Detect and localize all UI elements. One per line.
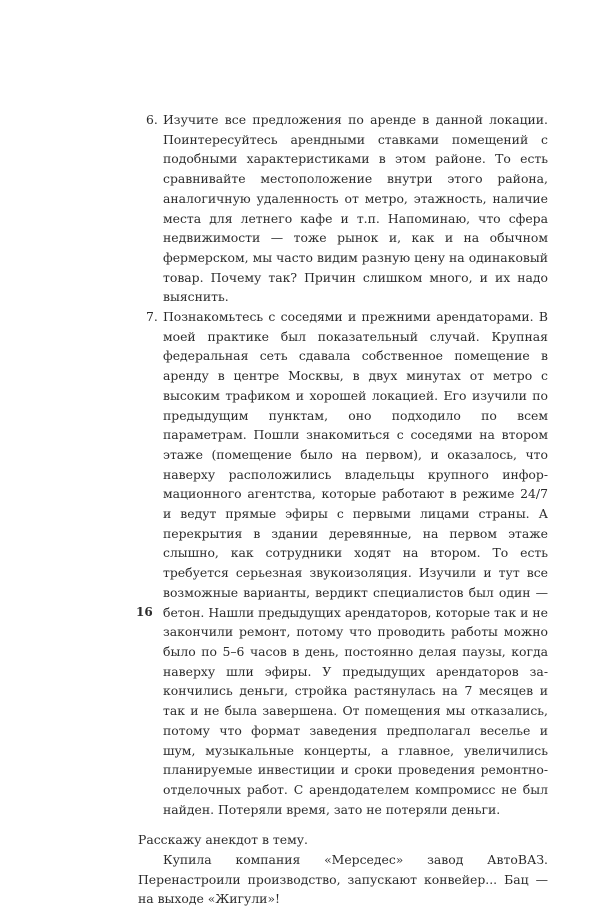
text-column — [138, 110, 548, 909]
list-item-text: Изучите все предложения по аренде в данной локации. Поинтересуйтесь арендными ставками помещений с подобными характеристиками в этом районе. То есть сравнивайте местоположение внутри этого района, аналогичную удаленность от метро, этажность, наличие места для летнего кафе и т.п. Напоминаю, что сфера недвижимости — тоже рынок и, как и на обычном фермерском, мы часто видим разную цену на одинаковый товар. Почему так? Причин слишком много, и их надо выяснить. — [163, 112, 548, 305]
page-number: 16 — [136, 605, 153, 619]
list-item-6 — [138, 110, 548, 307]
anecdote-text: Купила компания «Мерседес» завод АвтоВАЗ. Перенастроили производство, запускают конвейер... Бац — на выходе «Жигули»! — [138, 852, 548, 907]
list-item-7 — [138, 307, 548, 819]
list-number: 6. — [146, 112, 158, 127]
list-number: 7. — [146, 309, 158, 325]
list-item-text: Познакомьтесь с соседями и прежними арендаторами. В моей практике был показательный случай. Крупная федеральная сеть сдавала собственное помещение в аренду в центре Москвы, в двух минутах от метро с высоким трафиком и хорошей локацией. Его изучили по предыдущим пунктам, оно подходило по всем параметрам. Пошли знакомиться с соседями на втором этаже (помещение было на первом), и оказалось, что наверху расположились владельцы крупного информационного агентства, которые работают в режиме 24/7 и ведут прямые эфиры с первыми лицами страны. А перекрытия в здании деревянные, на первом этаже слышно, как сотрудники ходят на втором. То есть требуется серьезная звукоизоляция. Изучили и тут все возможные варианты, вердикт специалистов был один — бетон. Нашли предыдущих арендаторов, которые так и не закончили ремонт, потому что проводить работы можно было по 5–6 часов в день, постоянно делая паузы, когда наверху шли эфиры. У предыдущих арендаторов закончились деньги, стройка растянулась на 7 месяцев и так и не была завершена. От помещения мы отказались, потому что формат заведения предполагал веселье и шум, музыкальные концерты, а главное, увеличились планируемые инвестиции и сроки проведения ремонтно-отделочных работ. С арендодателем компромисс не был найден. Потеряли время, зато не потеряли деньги. — [163, 309, 548, 817]
anecdote-intro: Расскажу анекдот в тему. — [138, 832, 308, 848]
